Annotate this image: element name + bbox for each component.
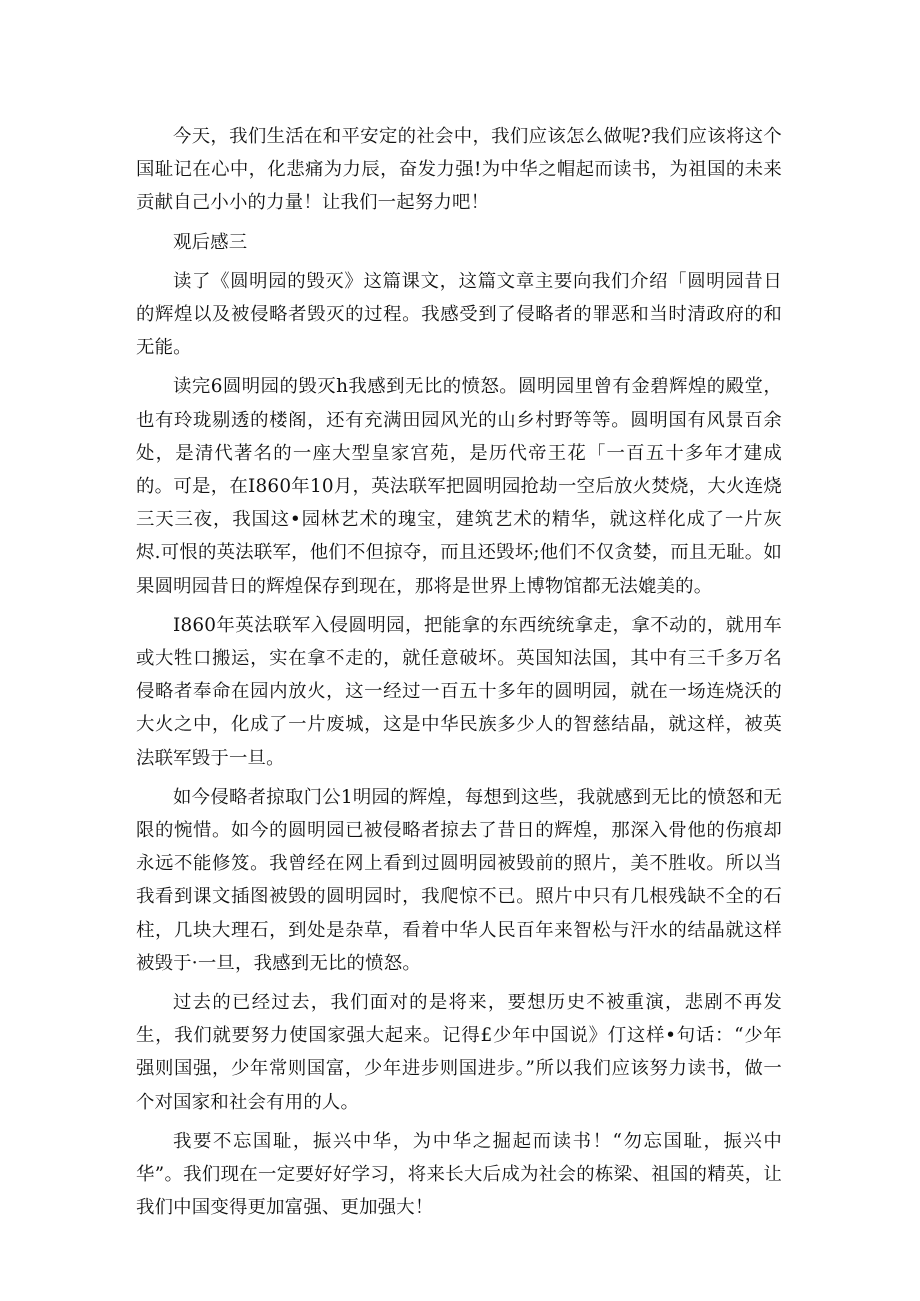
paragraph-6: 过去的已经过去，我们面对的是将来，要想历史不被重演，悲剧不再发生，我们就要努力使国家强大起来。记得£少年中国说》仃这样•句话：“少年强则国强，少年常则国富，少年进步则国进步。”所以我们应该努力读书，做一个对国家和社会有用的人。 [136, 992, 782, 1113]
paragraph-1: 今天，我们生活在和平安定的社会中，我们应该怎么做呢?我们应该将这个国耻记在心中，化悲痛为力辰，奋发力强!为中华之帽起而读书，为祖国的未来贡献自己小小的力量！让我们一起努力吧！ [136, 126, 782, 214]
paragraph-5: 如今侵略者掠取门公1明园的辉煌，每想到这些，我就感到无比的愤怒和无限的惋惜。如今的圆明园已被侵略者掠去了昔日的辉煌，那深入骨他的伤痕却永远不能修笈。我曾经在网上看到过圆明园被毁前的照片，美不胜收。所以当我看到课文插图被毁的圆明园时，我爬惊不已。照片中只有几根残缺不全的石柱，几块大理石，到处是杂草，看着中华人民百年来智松与汗水的结晶就这样被毁于·一旦，我感到无比的愤怒。 [136, 786, 782, 974]
paragraph-2: 读了《圆明园的毁灭》这篇课文，这篇文章主要向我们介绍「圆明园昔日的辉煌以及被侵略者毁灭的过程。我感受到了侵略者的罪恶和当时清政府的和无能。 [136, 270, 782, 359]
document-body [136, 120, 782, 1231]
section-heading: 观后感三 [173, 231, 248, 253]
paragraph-4: I860年英法联军入侵圆明园，把能拿的东西统统拿走，拿不动的，就用车或大牲口搬运，实在拿不走的，就任意破坏。英国知法国，其中有三千多万名侵略者奉命在园内放火，这一经过一百五十多年的圆明园，就在一场连烧沃的大火之中，化成了一片废城，这是中华民族多少人的智慈结晶，就这样，被英法联军毁于一旦。 [136, 614, 782, 769]
paragraph-7: 我要不忘国耻，振兴中华，为中华之掘起而读书！“勿忘国耻，振兴中华”。我们现在一定要好好学习，将来长大后成为社会的栋梁、祖国的精英，让我们中国变得更加富强、更加强大！ [136, 1130, 782, 1219]
paragraph-3: 读完6圆明园的毁灭h我感到无比的愤怒。圆明园里曾有金碧辉煌的殿堂，也有玲珑剔透的楼阁，还有充满田园风光的山乡村野等等。圆明国有风景百余处，是清代著名的一座大型皇家宫苑，是历代帝王花「一百五十多年才建成的。可是，在I860年10月，英法联军把圆明园抢劫一空后放火焚烧，大火连烧三天三夜，我国这•园林艺术的瑰宝，建筑艺术的精华，就这样化成了一片灰烬.可恨的英法联军，他们不但掠夺，而且还毁坏;他们不仅贪婪，而且无耻。如果圆明园昔日的辉煌保存到现在，那将是世界上博物馆都无法媲美的。 [136, 376, 782, 597]
